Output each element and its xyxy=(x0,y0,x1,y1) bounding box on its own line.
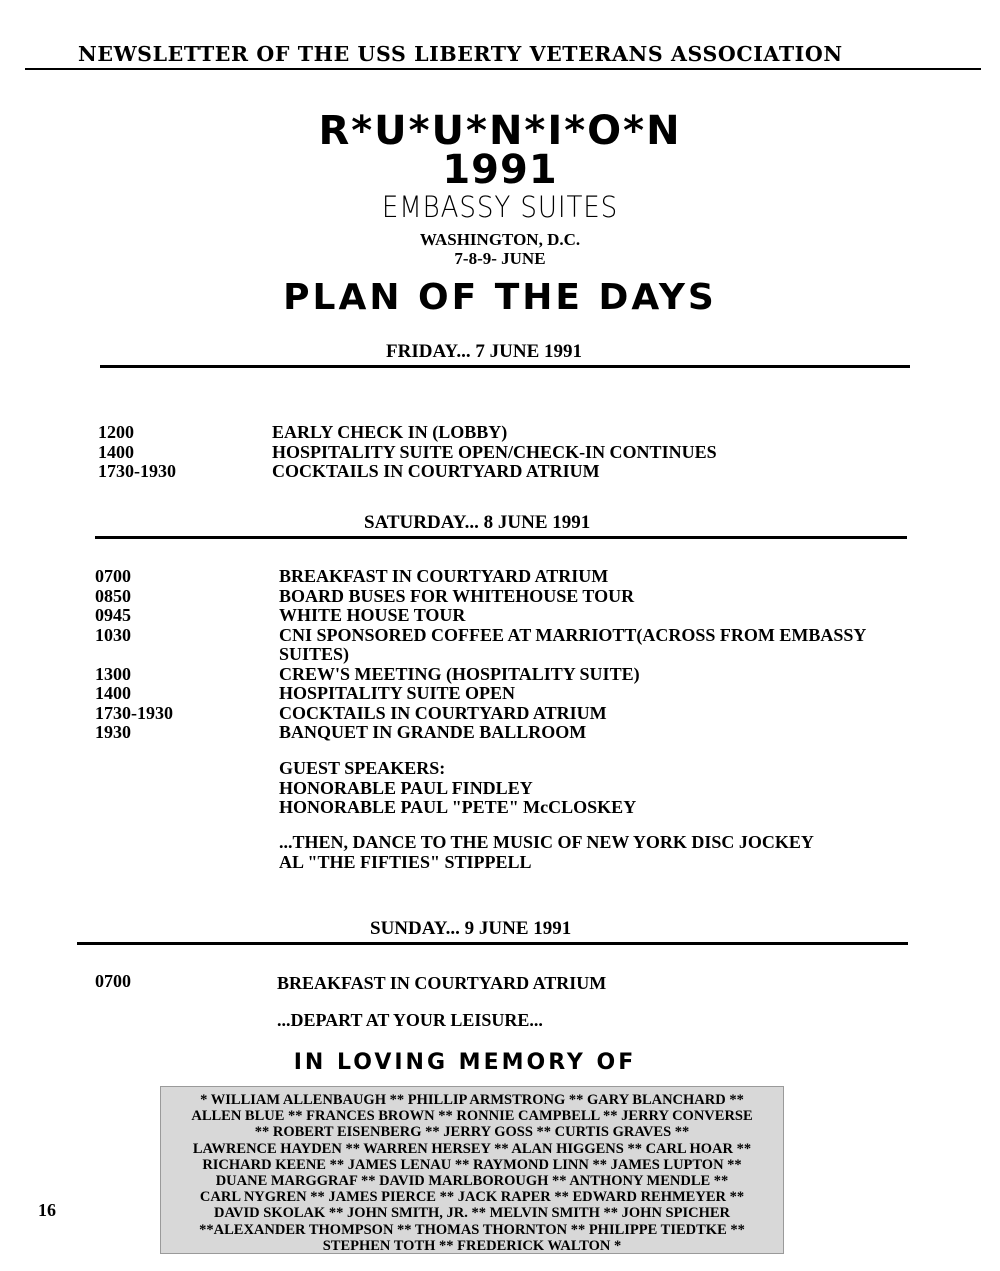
memorial-line: **ALEXANDER THOMPSON ** THOMAS THORNTON ** PHILIPPE TIEDTKE ** xyxy=(199,1221,745,1238)
newsletter-masthead: NEWSLETTER OF THE USS LIBERTY VETERANS ASSOCIATION xyxy=(78,42,843,66)
city-line: WASHINGTON, D.C. xyxy=(419,230,581,249)
memorial-line: CARL NYGREN ** JAMES PIERCE ** JACK RAPER ** EDWARD REHMEYER ** xyxy=(199,1189,745,1206)
dance-line: AL "THE FIFTIES" STIPPELL xyxy=(279,851,532,872)
schedule-event: EARLY CHECK IN (LOBBY) xyxy=(272,422,508,442)
memorial-line: LAWRENCE HAYDEN ** WARREN HERSEY ** ALAN HIGGENS ** CARL HOAR ** xyxy=(192,1140,752,1157)
guest-speakers-heading: GUEST SPEAKERS: xyxy=(279,758,446,778)
schedule-event: BANQUET IN GRANDE BALLROOM xyxy=(279,722,587,742)
schedule-event: CNI SPONSORED COFFEE AT MARRIOTT(ACROSS FROM EMBASSY xyxy=(279,624,867,645)
memorial-title: IN LOVING MEMORY OF xyxy=(293,1050,637,1075)
saturday-heading: SATURDAY... 8 JUNE 1991 xyxy=(364,512,591,533)
memorial-line: DUANE MARGGRAF ** DAVID MARLBOROUGH ** ANTHONY MENDLE ** xyxy=(215,1173,729,1190)
memorial-list xyxy=(160,1086,784,1254)
friday-schedule xyxy=(98,423,918,483)
schedule-event: CREW'S MEETING (HOSPITALITY SUITE) xyxy=(279,663,640,684)
schedule-event: COCKTAILS IN COURTYARD ATRIUM xyxy=(279,702,607,723)
schedule-time: 0700 xyxy=(95,971,131,991)
sunday-rule xyxy=(77,942,908,945)
schedule-time: 1930 xyxy=(95,722,131,742)
friday-heading: FRIDAY... 7 JUNE 1991 xyxy=(386,341,583,362)
memorial-line: ** ROBERT EISENBERG ** JERRY GOSS ** CURTIS GRAVES ** xyxy=(254,1124,690,1141)
schedule-time: 0700 xyxy=(95,566,131,586)
schedule-time: 1030 xyxy=(95,624,131,645)
schedule-event: BREAKFAST IN COURTYARD ATRIUM xyxy=(279,566,609,586)
depart-note xyxy=(277,1011,543,1031)
friday-rule xyxy=(100,365,910,368)
schedule-event: COCKTAILS IN COURTYARD ATRIUM xyxy=(272,461,600,481)
schedule-event: WHITE HOUSE TOUR xyxy=(279,605,466,625)
schedule-event: BOARD BUSES FOR WHITEHOUSE TOUR xyxy=(279,585,635,606)
masthead-rule xyxy=(25,68,981,70)
schedule-time: 0850 xyxy=(95,585,131,606)
schedule-time: 1730-1930 xyxy=(95,702,173,723)
schedule-event: BREAKFAST IN COURTYARD ATRIUM xyxy=(277,973,607,993)
sunday-heading: SUNDAY... 9 JUNE 1991 xyxy=(370,918,572,939)
memorial-line: ALLEN BLUE ** FRANCES BROWN ** RONNIE CAMPBELL ** JERRY CONVERSE xyxy=(191,1108,753,1125)
schedule-time: 1730-1930 xyxy=(98,461,176,481)
memorial-line: STEPHEN TOTH ** FREDERICK WALTON * xyxy=(322,1237,622,1254)
saturday-schedule xyxy=(95,567,935,747)
schedule-time: 1400 xyxy=(98,441,134,462)
sunday-schedule xyxy=(95,972,915,994)
reunion-title: R*U*U*N*I*O*N xyxy=(318,108,682,154)
schedule-time: 1200 xyxy=(98,422,134,442)
schedule-time: 1400 xyxy=(95,683,131,703)
hotel-name: EMBASSY SUITES xyxy=(381,190,619,224)
guest-speaker: HONORABLE PAUL "PETE" McCLOSKEY xyxy=(279,797,637,817)
dance-line: ...THEN, DANCE TO THE MUSIC OF NEW YORK DISC JOCKEY xyxy=(279,832,814,852)
depart-line: ...DEPART AT YOUR LEISURE... xyxy=(277,1010,543,1030)
schedule-time: 0945 xyxy=(95,605,131,625)
dates-line: 7-8-9- JUNE xyxy=(454,249,546,268)
guest-speakers xyxy=(279,759,636,818)
schedule-event: HOSPITALITY SUITE OPEN/CHECK-IN CONTINUES xyxy=(272,441,717,462)
dance-note xyxy=(279,833,814,872)
guest-speaker: HONORABLE PAUL FINDLEY xyxy=(279,777,533,798)
schedule-event: SUITES) xyxy=(279,644,350,664)
schedule-event: HOSPITALITY SUITE OPEN xyxy=(279,683,516,703)
saturday-rule xyxy=(95,536,907,539)
memorial-line: DAVID SKOLAK ** JOHN SMITH, JR. ** MELVIN SMITH ** JOHN SPICHER xyxy=(213,1205,731,1222)
memorial-line: RICHARD KEENE ** JAMES LENAU ** RAYMOND LINN ** JAMES LUPTON ** xyxy=(202,1156,742,1173)
page-number: 16 xyxy=(38,1200,56,1220)
schedule-time: 1300 xyxy=(95,663,131,684)
reunion-year: 1991 xyxy=(442,147,558,193)
plan-title: PLAN OF THE DAYS xyxy=(283,277,717,318)
memorial-line: * WILLIAM ALLENBAUGH ** PHILLIP ARMSTRONG ** GARY BLANCHARD ** xyxy=(200,1092,744,1108)
